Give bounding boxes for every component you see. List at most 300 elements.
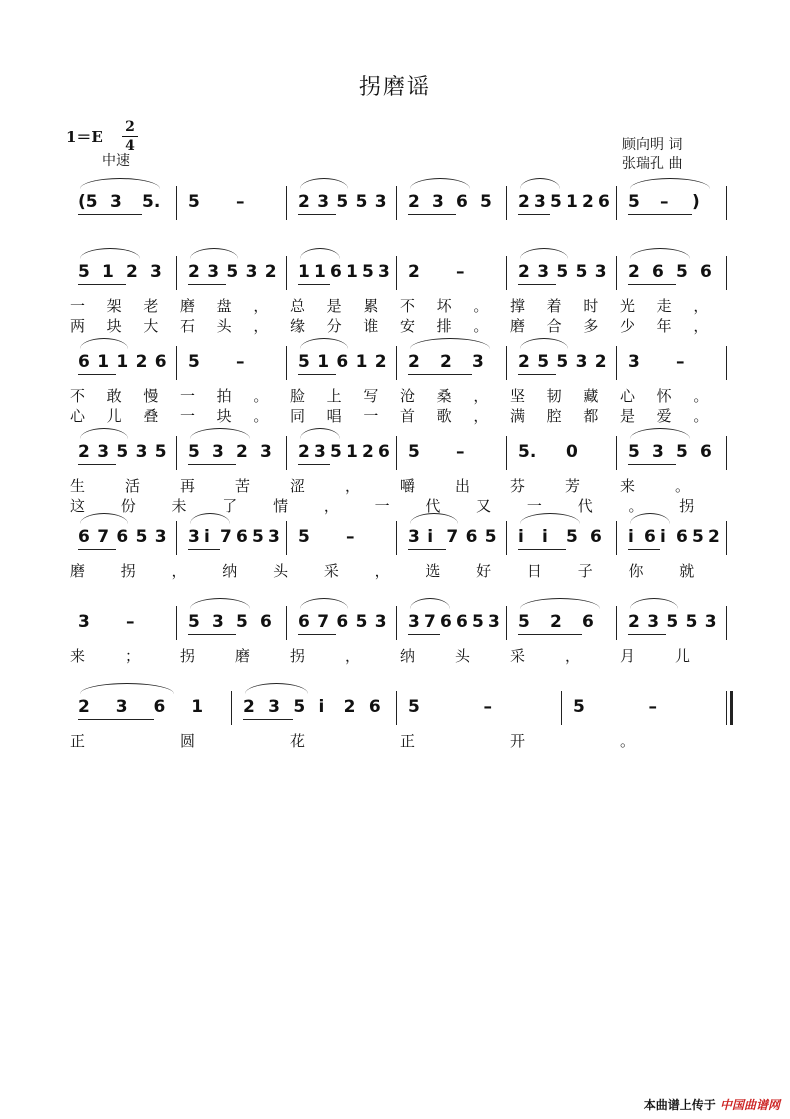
slur-arc	[410, 513, 458, 524]
note: 6	[154, 352, 167, 372]
lyric-char: 磨	[510, 317, 526, 335]
lyric-char: 情	[273, 497, 289, 515]
note: 2	[582, 192, 594, 212]
beam-line	[628, 634, 666, 635]
note: 5.	[518, 442, 537, 462]
slur-arc	[630, 513, 670, 524]
lyric-char: 总	[290, 297, 306, 315]
note: 6	[260, 612, 272, 632]
note: 5	[685, 612, 698, 632]
lyric-row	[70, 315, 730, 335]
lyric-char: 。	[473, 317, 489, 335]
lyric-char: 上	[326, 387, 342, 405]
beam-line	[78, 464, 116, 465]
note: i	[542, 527, 548, 547]
note: 5	[566, 527, 578, 547]
lyric-char: 儿	[106, 407, 122, 425]
note: 5	[336, 192, 349, 212]
note: 3	[594, 262, 607, 282]
lyric-char: 合	[546, 317, 562, 335]
lyric-row	[70, 405, 730, 425]
note: 5	[116, 442, 129, 462]
lyric-char: 头	[273, 562, 289, 580]
beam-line	[298, 214, 336, 215]
note: 5	[298, 352, 310, 372]
note: i	[518, 527, 524, 547]
note: –	[676, 352, 685, 372]
note: 2	[78, 697, 90, 717]
note: 6	[378, 442, 390, 462]
note: 6	[153, 697, 166, 717]
lyric-char: 拐	[120, 562, 136, 580]
slur-arc	[190, 428, 250, 439]
note: 2	[408, 192, 420, 212]
barline	[506, 436, 507, 470]
note: 7	[97, 527, 110, 547]
lyric-char: 子	[577, 562, 593, 580]
lyric-char: 月	[620, 647, 636, 665]
score-line	[70, 340, 730, 425]
slur-arc	[80, 178, 160, 189]
lyric-char: 拐	[679, 497, 695, 515]
note: 6	[652, 262, 664, 282]
note: 6	[116, 527, 129, 547]
note: 5	[298, 527, 310, 547]
lyric-char: 心	[70, 407, 86, 425]
slur-arc	[300, 248, 340, 259]
lyric-char: 两	[70, 317, 86, 335]
beam-line	[518, 214, 550, 215]
note: 3	[432, 192, 444, 212]
lyric-char: 日	[526, 562, 542, 580]
lyric-row	[70, 385, 730, 405]
lyric-char: 磨	[235, 647, 251, 665]
note: 2	[408, 352, 420, 372]
barline	[396, 346, 397, 380]
score-line	[70, 685, 730, 765]
lyric-char: 生	[70, 477, 86, 495]
note: 1	[566, 192, 578, 212]
beam-line	[518, 284, 556, 285]
lyric-char: 一	[374, 497, 390, 515]
lyric-char: 写	[363, 387, 379, 405]
note: 3	[212, 442, 224, 462]
note: 2	[126, 262, 138, 282]
note: 5	[628, 192, 640, 212]
beam-line	[628, 284, 676, 285]
barline	[396, 256, 397, 290]
lyric-char: 韧	[546, 387, 562, 405]
note: 5	[355, 192, 368, 212]
note: 3	[408, 612, 420, 632]
lyric-char: 撑	[510, 297, 526, 315]
note: 7	[220, 527, 232, 547]
lyric-char: 。	[693, 407, 709, 425]
lyric-char: 走	[656, 297, 672, 315]
barline	[726, 521, 727, 555]
note: 3	[260, 442, 272, 462]
note: 3	[575, 352, 588, 372]
note: 5	[408, 442, 420, 462]
note: 5	[518, 612, 530, 632]
lyric-char: 苦	[235, 477, 251, 495]
lyric-char: 代	[577, 497, 593, 515]
lyric-char: 了	[222, 497, 238, 515]
lyric-char: 再	[180, 477, 196, 495]
note: 5	[573, 697, 585, 717]
note: 1	[102, 262, 114, 282]
note: 1	[314, 262, 326, 282]
lyric-char: 拐	[180, 647, 196, 665]
note: 3	[268, 697, 280, 717]
barline	[726, 186, 727, 220]
lyric-char: 时	[583, 297, 599, 315]
beam-line	[518, 374, 556, 375]
note: 3	[150, 262, 162, 282]
lyric-char: 。	[628, 497, 644, 515]
note: 1	[298, 262, 310, 282]
notes-row	[70, 527, 730, 557]
note: 3	[97, 442, 110, 462]
beam-line	[408, 214, 456, 215]
note: 5	[78, 262, 90, 282]
note: 7	[424, 612, 436, 632]
note: 3	[534, 192, 546, 212]
note: 5	[676, 442, 688, 462]
lyric-char: 敢	[106, 387, 122, 405]
lyric-char: ，	[693, 297, 709, 315]
note: 3	[408, 527, 420, 547]
lyric-char: ，	[253, 317, 269, 335]
note: 2	[298, 192, 310, 212]
slur-arc	[80, 338, 128, 349]
lyric-char: 嚼	[400, 477, 416, 495]
lyric-char: 来	[620, 477, 636, 495]
lyric-char: 拐	[290, 647, 306, 665]
note: 3	[188, 527, 200, 547]
note: 5	[692, 527, 704, 547]
lyric-char: 光	[620, 297, 636, 315]
note: 3	[245, 262, 258, 282]
lyric-char: 一	[180, 407, 196, 425]
lyric-char: 这	[70, 497, 86, 515]
note: 1	[191, 697, 204, 717]
lyric-char: 同	[290, 407, 306, 425]
note: 2	[362, 442, 374, 462]
slur-arc	[410, 338, 490, 349]
lyric-char: 年	[656, 317, 672, 335]
lyric-char: 谁	[363, 317, 379, 335]
note: )	[692, 192, 700, 212]
note: 6	[598, 192, 610, 212]
note: 7	[317, 612, 330, 632]
barline	[396, 521, 397, 555]
lyric-char: ，	[473, 407, 489, 425]
barline	[726, 436, 727, 470]
lyric-char: ，	[374, 562, 390, 580]
note: 6	[368, 697, 381, 717]
note: (5	[78, 192, 98, 212]
lyric-char: 纳	[222, 562, 238, 580]
tempo-marking: 中速	[102, 153, 130, 169]
score-line	[70, 430, 730, 515]
lyric-char: 是	[326, 297, 342, 315]
lyric-char: 。	[253, 407, 269, 425]
note: 6	[236, 527, 248, 547]
note: 3	[314, 442, 326, 462]
lyric-char: ，	[693, 317, 709, 335]
lyric-char: 唱	[326, 407, 342, 425]
note: 5	[188, 352, 200, 372]
note: 5	[362, 262, 374, 282]
lyric-row	[70, 645, 730, 665]
note: 5	[556, 262, 569, 282]
note: 3	[647, 612, 660, 632]
lyric-char: 盘	[216, 297, 232, 315]
barline	[616, 256, 617, 290]
lyric-char: ，	[473, 387, 489, 405]
note: 5	[408, 697, 420, 717]
beam-line	[243, 719, 293, 720]
lyric-char: 不	[70, 387, 86, 405]
note: 6	[456, 192, 468, 212]
lyric-char: 安	[400, 317, 416, 335]
note: 2	[440, 352, 452, 372]
lyric-char: 缘	[290, 317, 306, 335]
note: 6	[582, 612, 594, 632]
note: 3	[628, 352, 640, 372]
note: 6	[336, 612, 349, 632]
slur-arc	[190, 598, 250, 609]
lyric-char: 怀	[656, 387, 672, 405]
note: 3	[488, 612, 500, 632]
note: –	[346, 527, 355, 547]
lyric-char: 纳	[400, 647, 416, 665]
slur-arc	[190, 248, 238, 259]
lyric-char: 来	[70, 647, 86, 665]
lyric-row	[70, 495, 730, 515]
note: 2	[708, 527, 720, 547]
meter-top: 2	[125, 119, 135, 135]
notes-row	[70, 612, 730, 642]
barline	[396, 436, 397, 470]
lyric-char: 大	[143, 317, 159, 335]
lyric-char: 多	[583, 317, 599, 335]
note: 5	[472, 612, 484, 632]
barline	[726, 606, 727, 640]
beam-line	[188, 464, 236, 465]
score-line	[70, 600, 730, 680]
lyric-char: 歌	[436, 407, 452, 425]
lyric-char: 是	[620, 407, 636, 425]
key-signature: 1＝E	[66, 128, 103, 146]
barline	[286, 256, 287, 290]
lyric-char: 满	[510, 407, 526, 425]
slur-arc	[630, 598, 678, 609]
beam-line	[188, 634, 236, 635]
notes-row	[70, 352, 730, 382]
note: i	[318, 697, 325, 717]
slur-arc	[630, 428, 690, 439]
barline	[176, 256, 177, 290]
lyric-char: 又	[476, 497, 492, 515]
barline	[726, 691, 733, 725]
lyric-char: ，	[345, 477, 361, 495]
note: 6	[298, 612, 310, 632]
note: 3	[78, 612, 90, 632]
lyric-char: 拍	[216, 387, 232, 405]
notes-row	[70, 262, 730, 292]
barline	[176, 186, 177, 220]
lyric-char: 头	[455, 647, 471, 665]
beam-line	[628, 214, 692, 215]
note: 3	[115, 697, 128, 717]
lyric-char: 都	[583, 407, 599, 425]
lyric-char: 采	[323, 562, 339, 580]
lyric-char: 芬	[510, 477, 526, 495]
lyric-char: 。	[253, 387, 269, 405]
note: 2	[343, 697, 356, 717]
lyric-char: 沧	[400, 387, 416, 405]
note: 2	[628, 262, 640, 282]
beam-line	[78, 374, 116, 375]
note: 3	[704, 612, 717, 632]
barline	[616, 606, 617, 640]
note: 2	[243, 697, 255, 717]
note: –	[456, 262, 465, 282]
lyric-char: 涩	[290, 477, 306, 495]
lyric-row	[70, 475, 730, 495]
beam-line	[188, 284, 226, 285]
slur-arc	[410, 178, 470, 189]
note: 3	[110, 192, 122, 212]
note: 2	[518, 262, 530, 282]
note: 5	[154, 442, 167, 462]
lyric-char: 开	[510, 732, 526, 750]
note: 1	[346, 442, 358, 462]
beam-line	[408, 549, 446, 550]
note: 6	[465, 527, 478, 547]
note: 5	[484, 527, 497, 547]
slur-arc	[520, 513, 580, 524]
note: 3	[537, 262, 550, 282]
note: 0	[566, 442, 578, 462]
notes-row	[70, 442, 730, 472]
note: 5	[135, 527, 148, 547]
barline	[616, 346, 617, 380]
slur-arc	[630, 178, 710, 189]
note: –	[236, 352, 245, 372]
note: 1	[116, 352, 129, 372]
lyric-char: 好	[476, 562, 492, 580]
note: 6	[330, 262, 342, 282]
lyric-char: 爱	[656, 407, 672, 425]
note: i	[660, 527, 666, 547]
note: 3	[317, 192, 330, 212]
note: –	[660, 192, 669, 212]
lyric-char: 腔	[546, 407, 562, 425]
beam-line	[518, 549, 566, 550]
footer-text: 本曲谱上传于	[643, 1098, 716, 1112]
note: 2	[78, 442, 90, 462]
note: i	[204, 527, 210, 547]
note: 2	[188, 262, 200, 282]
note: 5	[666, 612, 679, 632]
barline	[286, 521, 287, 555]
barline	[616, 436, 617, 470]
barline	[396, 691, 397, 725]
lyric-char: 。	[693, 387, 709, 405]
lyric-char: 累	[363, 297, 379, 315]
note: 6	[644, 527, 656, 547]
beam-line	[298, 284, 330, 285]
notes-row	[70, 192, 730, 222]
barline	[506, 346, 507, 380]
slur-arc	[520, 338, 568, 349]
slur-arc	[300, 598, 348, 609]
beam-line	[188, 549, 220, 550]
note: 5	[537, 352, 550, 372]
lyric-char: 出	[455, 477, 471, 495]
note: 5	[226, 262, 239, 282]
note: 5	[252, 527, 264, 547]
slur-arc	[190, 513, 230, 524]
barline	[506, 256, 507, 290]
lyric-char: ，	[323, 497, 339, 515]
barline	[176, 521, 177, 555]
barline	[506, 186, 507, 220]
note: 6	[676, 527, 688, 547]
beam-line	[628, 464, 676, 465]
lyric-char: 分	[326, 317, 342, 335]
notes-row	[70, 697, 730, 727]
beam-line	[628, 549, 660, 550]
barline	[616, 521, 617, 555]
barline	[286, 606, 287, 640]
slur-arc	[80, 248, 140, 259]
barline	[726, 256, 727, 290]
note: 6	[456, 612, 468, 632]
barline	[176, 606, 177, 640]
lyric-row	[70, 295, 730, 315]
lyric-char: 着	[546, 297, 562, 315]
note: 2	[236, 442, 248, 462]
beam-line	[78, 284, 126, 285]
note: 5	[480, 192, 492, 212]
lyric-char: 老	[143, 297, 159, 315]
lyric-char: 正	[400, 732, 416, 750]
lyric-char: 磨	[180, 297, 196, 315]
lyric-char: 块	[216, 407, 232, 425]
lyric-char: 架	[106, 297, 122, 315]
lyric-char: 坚	[510, 387, 526, 405]
lyric-char: 花	[290, 732, 306, 750]
slur-arc	[520, 248, 568, 259]
lyric-char: 。	[620, 732, 636, 750]
note: 5	[188, 192, 200, 212]
note: 3	[135, 442, 148, 462]
note: 2	[135, 352, 148, 372]
lyric-char: 首	[400, 407, 416, 425]
beam-line	[78, 214, 142, 215]
note: 2	[264, 262, 277, 282]
lyric-char: 一	[526, 497, 542, 515]
lyric-char: 坏	[436, 297, 452, 315]
lyric-char: 一	[180, 387, 196, 405]
lyricist-credit: 顾向明 词	[622, 137, 683, 153]
note: 2	[628, 612, 640, 632]
slur-arc	[80, 428, 128, 439]
